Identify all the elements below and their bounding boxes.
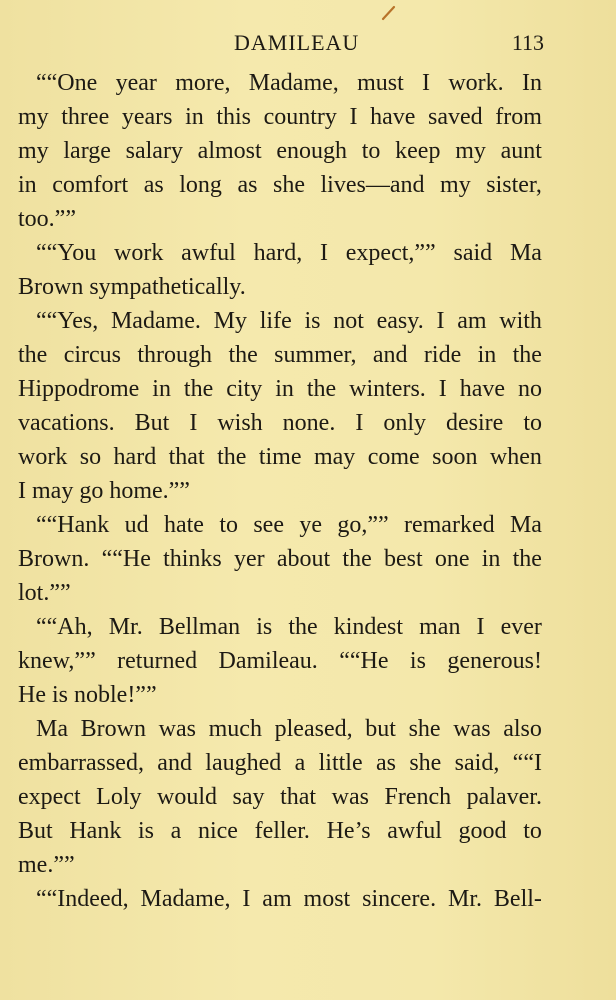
page-number: 113 [511,30,544,55]
text-line: Ma Brown was much pleased, but she was also [36,716,542,742]
text-line: me.”” [18,852,75,878]
text-line: He is noble!”” [18,682,157,708]
text-line: embarrassed, and laughed a little as she said, ““I [18,750,542,776]
text-line: knew,”” returned Damileau. ““He is generous! [18,648,542,674]
text-line: ““Indeed, Madame, I am most sincere. Mr. Bell- [36,886,542,912]
text-line: But Hank is a nice feller. He’s awful good to [18,818,542,844]
text-line: in comfort as long as she lives—and my sister, [18,172,542,198]
text-line: vacations. But I wish none. I only desire to [18,410,542,436]
text-line: too.”” [18,206,76,232]
text-line: ““You work awful hard, I expect,”” said Ma [36,240,542,266]
text-line: Brown sympathetically. [18,274,246,300]
text-line: ““One year more, Madame, must I work. In [36,70,542,96]
text-line: my three years in this country I have saved from [18,104,542,130]
text-line: Brown. ““He thinks yer about the best one in the [18,546,542,572]
text-line: expect Loly would say that was French palaver. [18,784,542,810]
body-text [18,66,542,916]
text-line: my large salary almost enough to keep my aunt [18,138,542,164]
text-line: I may go home.”” [18,478,190,504]
page-header [18,30,544,58]
text-line: ““Ah, Mr. Bellman is the kindest man I ever [36,614,542,640]
running-title: DAMILEAU [234,30,360,55]
text-line: ““Hank ud hate to see ye go,”” remarked Ma [36,512,542,538]
text-line: the circus through the summer, and ride in the [18,342,542,368]
pencil-mark [380,4,398,22]
text-line: ““Yes, Madame. My life is not easy. I am with [36,308,542,334]
text-line: work so hard that the time may come soon when [18,444,542,470]
text-line: Hippodrome in the city in the winters. I have no [18,376,542,402]
text-line: lot.”” [18,580,71,606]
